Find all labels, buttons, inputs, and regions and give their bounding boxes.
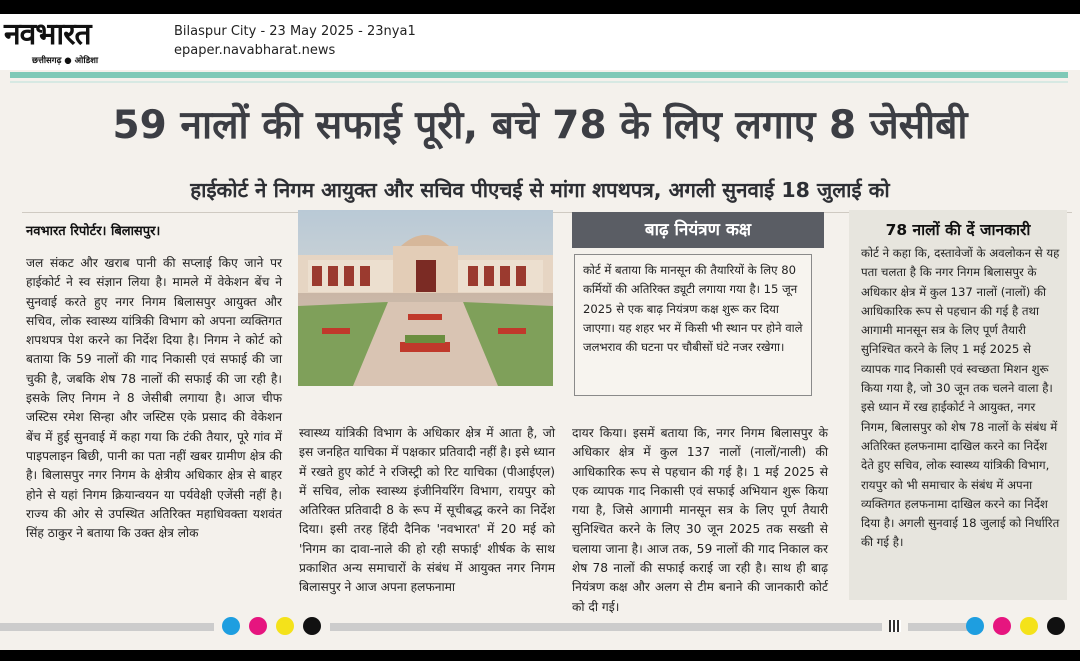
logo-tagline: छत्तीसगढ़ ● ओडिशा (32, 56, 99, 66)
sidebar-title: 78 नालों की दें जानकारी (885, 221, 1031, 239)
flood-control-box-text: कोर्ट में बताया कि मानसून की तैयारियों के लिए 80 कर्मियों की अतिरिक्त ड्यूटी लगाया गया है। 15 जून 2025 से एक बाढ़ नियंत्रण कक्ष शुरू कर दिया जाएगा। यह शहर भर में किसी भी स्थान पर होने वाले जलभराव की घटना पर चौबीसों घंटे नजर रखेगा। (574, 254, 812, 396)
header-rule (10, 72, 1068, 78)
edition-line: Bilaspur City - 23 May 2025 - 23nya1 (174, 24, 416, 39)
black-registration-dot (1047, 617, 1065, 635)
cyan-registration-dot (222, 617, 240, 635)
high-court-building-image (298, 210, 553, 386)
subheadline: हाईकोर्ट ने निगम आयुक्त और सचिव पीएचई से मांगा शपथपत्र, अगली सुनवाई 18 जुलाई को (190, 178, 890, 202)
cyan-registration-dot (966, 617, 984, 635)
magenta-registration-dot (993, 617, 1011, 635)
article-column-2: स्वास्थ्य यांत्रिकी विभाग के अधिकार क्षेत्र में आता है, जो इस जनहित याचिका में पक्षकार प्रतिवादी नहीं है। इसे ध्यान में रखते हुए कोर्ट ने रजिस्ट्री को रिट याचिका (पीआईएल) में सचिव, लोक स्वास्थ्य इंजीनियरिंग विभाग, रायपुर को अतिरिक्त प्रतिवादी 8 के रूप में सूचीबद्ध करने का निर्देश दिया। इसी तरह हिंदी दैनिक 'नवभारत' में 20 मई को 'निगम का दावा-नाले की हो रही सफाई' शीर्षक के साथ प्रकाशित अन्य समाचारों के संबंध में आयुक्त नगर निगम बिलासपुर ने आज अपना हलफनामा (299, 426, 555, 595)
yellow-registration-dot (1020, 617, 1038, 635)
high-court-photo (298, 210, 553, 386)
black-registration-dot (303, 617, 321, 635)
yellow-registration-dot (276, 617, 294, 635)
newspaper-logo (4, 18, 160, 68)
article-column-3: दायर किया। इसमें बताया कि, नगर निगम बिलासपुर के अधिकार क्षेत्र में कुल 137 नालों (नालों/नाली) की आधिकारिक रूप से पहचान की गई है। 1 मई 2025 से एक व्यापक गाद निकासी एवं सफाई अभियान शुरू किया गया है, जिसे आगामी मानसून सत्र के लिए पूर्ण तैयारी सुनिश्चित करने के लिए 30 जून 2025 तक सख्ती से चलाया जाना है। आज तक, 59 नालों की गाद निकाल कर शेष 78 नालों की सफाई कराई जा रही है। साथ ही बाढ़ नियंत्रण कक्ष और अलग से टीम बनाने की जानकारी कोर्ट को दी गई। (572, 426, 828, 614)
flood-control-box-title: बाढ़ नियंत्रण कक्ष (572, 212, 824, 248)
source-url: epaper.navabharat.news (174, 43, 336, 58)
byline: नवभारत रिपोर्टर। बिलासपुर। (26, 224, 161, 239)
registration-strip (0, 623, 214, 631)
barcode-icon (889, 620, 901, 632)
headline: 59 नालों की सफाई पूरी, बचे 78 के लिए लगाए 8 जेसीबी (112, 103, 968, 148)
article-column-1: जल संकट और खराब पानी की सप्लाई किए जाने पर हाईकोर्ट ने स्व संज्ञान लिया है। मामले में वेकेशन बेंच ने सुनवाई करते हुए नगर निगम बिलासपुर आयुक्त और सचिव, लोक स्वास्थ्य यांत्रिकी विभाग को अपना व्यक्तिगत शपथपत्र पेश करने का निर्देश दिया है। निगम ने कोर्ट को बताया कि 59 नालों की गाद निकासी एवं सफाई की जा चुकी है, जबकि शेष 78 नालों की सफाई की जा रही है। इसके लिए निगम ने 8 जेसीबी लगाया है। आज चीफ जस्टिस रमेश सिन्हा और जस्टिस एके प्रसाद की वेकेशन बेंच में हुई सुनवाई में कहा गया कि टंकी तैयार, पूरे गांव में पाइपलाइन बिछी, पानी का पता नहीं खबर ग्रामीण क्षेत्र की है। बिलासपुर नगर निगम के क्षेत्रीय अधिकार क्षेत्र से बाहर होने से यहां निगम क्रियान्वयन या पर्यवेक्षी एजेंसी नहीं है। राज्य की ओर से उपस्थित अतिरिक्त महाधिवक्ता यशवंत सिंह ठाकुर ने बताया कि उक्त क्षेत्र लोक (26, 256, 282, 541)
magenta-registration-dot (249, 617, 267, 635)
logo-text: नवभारत (4, 17, 91, 52)
print-registration-bar (0, 616, 1080, 638)
newspaper-page (0, 14, 1080, 650)
header-rule-thin (10, 81, 1068, 83)
masthead (0, 14, 1080, 70)
registration-strip (330, 623, 882, 631)
sidebar-text: कोर्ट ने कहा कि, दस्तावेजों के अवलोकन से यह पता चलता है कि नगर निगम बिलासपुर के अधिकार क्षेत्र में कुल 137 नालों (नालों) की आधिकारिक रूप से पहचान की गई है तथा आगामी मानसून सत्र के लिए पूर्ण तैयारी सुनिश्चित करने के लिए 1 मई 2025 से व्यापक गाद निकासी एवं स्वच्छता मिशन शुरू किया गया है, जो 30 जून तक चलने वाला है। इसे ध्यान में रख हाईकोर्ट ने आयुक्त, नगर निगम, बिलासपुर को शेष 78 नालों के संबंध में अतिरिक्त हलफनामा दाखिल करने का निर्देश देते हुए सचिव, लोक स्वास्थ्य यांत्रिकी विभाग, रायपुर को भी समाचार के संबंध में अपना व्यक्तिगत हलफनामा दाखिल करने का निर्देश दिया है। अगली सुनवाई 18 जुलाई को निर्धारित की गई है। (861, 246, 1060, 550)
